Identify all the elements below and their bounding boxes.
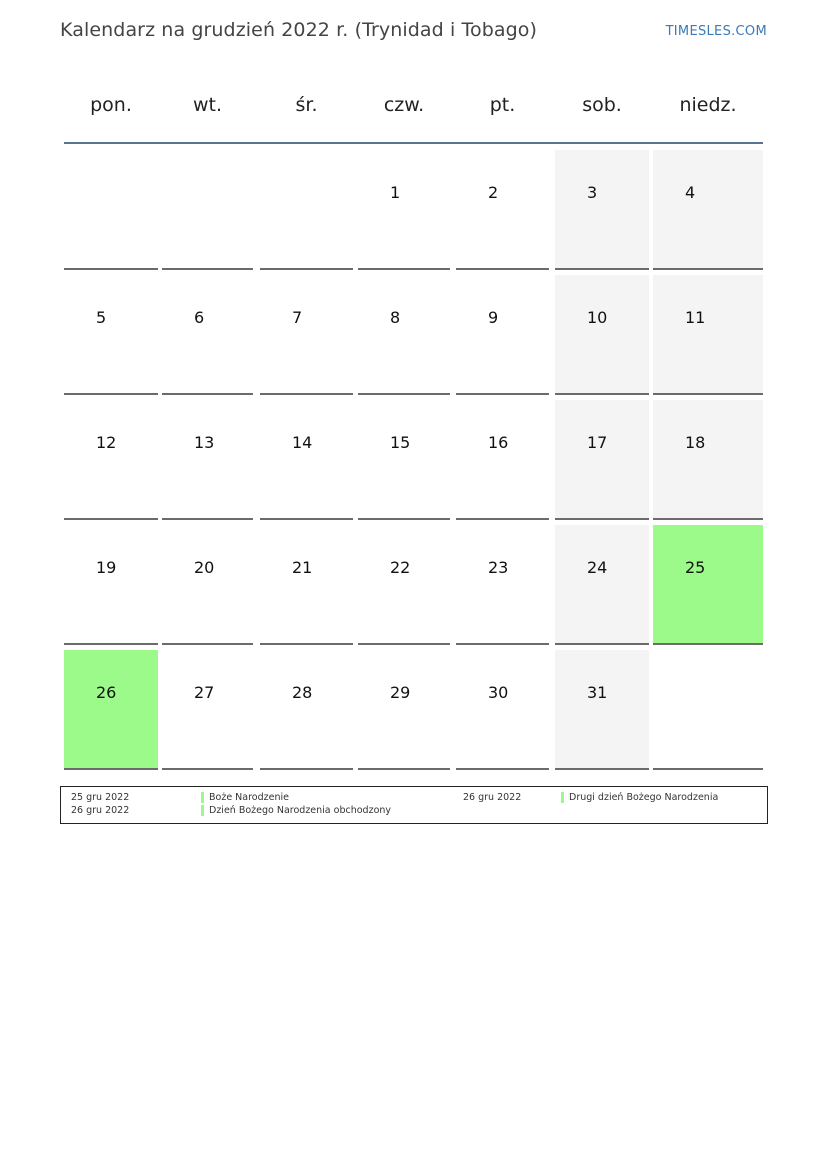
weekday-header-row [64, 88, 763, 122]
day-cell[interactable] [456, 525, 549, 645]
day-cell[interactable] [653, 525, 763, 645]
legend-color-marker [201, 792, 204, 803]
day-cell[interactable] [260, 275, 353, 395]
empty-day-cell [64, 150, 158, 270]
legend-holiday-name: Dzień Bożego Narodzenia obchodzony [209, 805, 392, 816]
day-number: 24 [587, 558, 608, 577]
day-number: 25 [685, 558, 706, 577]
day-cell[interactable] [162, 275, 253, 395]
day-cell[interactable] [358, 400, 450, 520]
weekday-header: pt. [489, 94, 516, 116]
day-cell[interactable] [358, 150, 450, 270]
day-cell[interactable] [64, 650, 158, 770]
day-cell[interactable] [64, 275, 158, 395]
day-cell[interactable] [260, 525, 353, 645]
empty-day-cell [260, 150, 353, 270]
day-number: 4 [685, 183, 696, 202]
weekday-header: czw. [383, 94, 425, 116]
day-cell[interactable] [260, 650, 353, 770]
legend-color-marker [201, 805, 204, 816]
day-number: 17 [587, 433, 608, 452]
day-number: 26 [96, 683, 117, 702]
day-cell[interactable] [555, 400, 649, 520]
day-number: 12 [96, 433, 117, 452]
legend-date: 25 gru 2022 [71, 792, 130, 803]
day-number: 16 [488, 433, 509, 452]
day-cell[interactable] [653, 150, 763, 270]
day-cell[interactable] [456, 650, 549, 770]
day-cell[interactable] [162, 400, 253, 520]
day-cell[interactable] [653, 400, 763, 520]
legend-date: 26 gru 2022 [71, 805, 130, 816]
day-number: 27 [194, 683, 215, 702]
weekday-header: śr. [295, 94, 318, 116]
day-cell[interactable] [555, 150, 649, 270]
day-number: 11 [685, 308, 706, 327]
day-number: 3 [587, 183, 598, 202]
day-cell[interactable] [555, 650, 649, 770]
day-number: 30 [488, 683, 509, 702]
day-number: 21 [292, 558, 313, 577]
day-number: 18 [685, 433, 706, 452]
day-number: 28 [292, 683, 313, 702]
day-number: 14 [292, 433, 313, 452]
day-cell[interactable] [358, 275, 450, 395]
weekday-header: pon. [90, 94, 132, 116]
weekday-header: sob. [582, 94, 622, 116]
day-number: 23 [488, 558, 509, 577]
legend-date: 26 gru 2022 [463, 792, 522, 803]
day-number: 29 [390, 683, 411, 702]
day-number: 7 [292, 308, 303, 327]
day-number: 10 [587, 308, 608, 327]
day-number: 19 [96, 558, 117, 577]
legend-holiday-name: Drugi dzień Bożego Narodzenia [569, 792, 719, 803]
day-cell[interactable] [456, 275, 549, 395]
holiday-legend [60, 786, 768, 824]
day-cell[interactable] [456, 150, 549, 270]
brand-link[interactable]: TIMESLES.COM [665, 24, 767, 39]
day-cell[interactable] [456, 400, 549, 520]
day-cell[interactable] [358, 525, 450, 645]
day-number: 20 [194, 558, 215, 577]
calendar-grid [64, 150, 763, 770]
day-number: 31 [587, 683, 608, 702]
day-number: 8 [390, 308, 401, 327]
page-title: Kalendarz na grudzień 2022 r. (Trynidad i Tobago) [60, 19, 537, 41]
day-cell[interactable] [653, 275, 763, 395]
legend-color-marker [561, 792, 564, 803]
legend-holiday-name: Boże Narodzenie [209, 792, 289, 803]
day-cell[interactable] [555, 525, 649, 645]
day-number: 9 [488, 308, 499, 327]
day-number: 13 [194, 433, 215, 452]
day-cell[interactable] [358, 650, 450, 770]
empty-day-cell [162, 150, 253, 270]
empty-day-cell [653, 650, 763, 770]
day-number: 1 [390, 183, 401, 202]
day-number: 15 [390, 433, 411, 452]
weekday-header: wt. [192, 94, 223, 116]
header-divider [64, 142, 763, 144]
day-number: 5 [96, 308, 107, 327]
day-number: 2 [488, 183, 499, 202]
day-number: 6 [194, 308, 205, 327]
day-cell[interactable] [64, 525, 158, 645]
day-cell[interactable] [64, 400, 158, 520]
day-cell[interactable] [162, 650, 253, 770]
day-cell[interactable] [555, 275, 649, 395]
day-number: 22 [390, 558, 411, 577]
day-cell[interactable] [260, 400, 353, 520]
weekday-header: niedz. [679, 94, 737, 116]
day-cell[interactable] [162, 525, 253, 645]
